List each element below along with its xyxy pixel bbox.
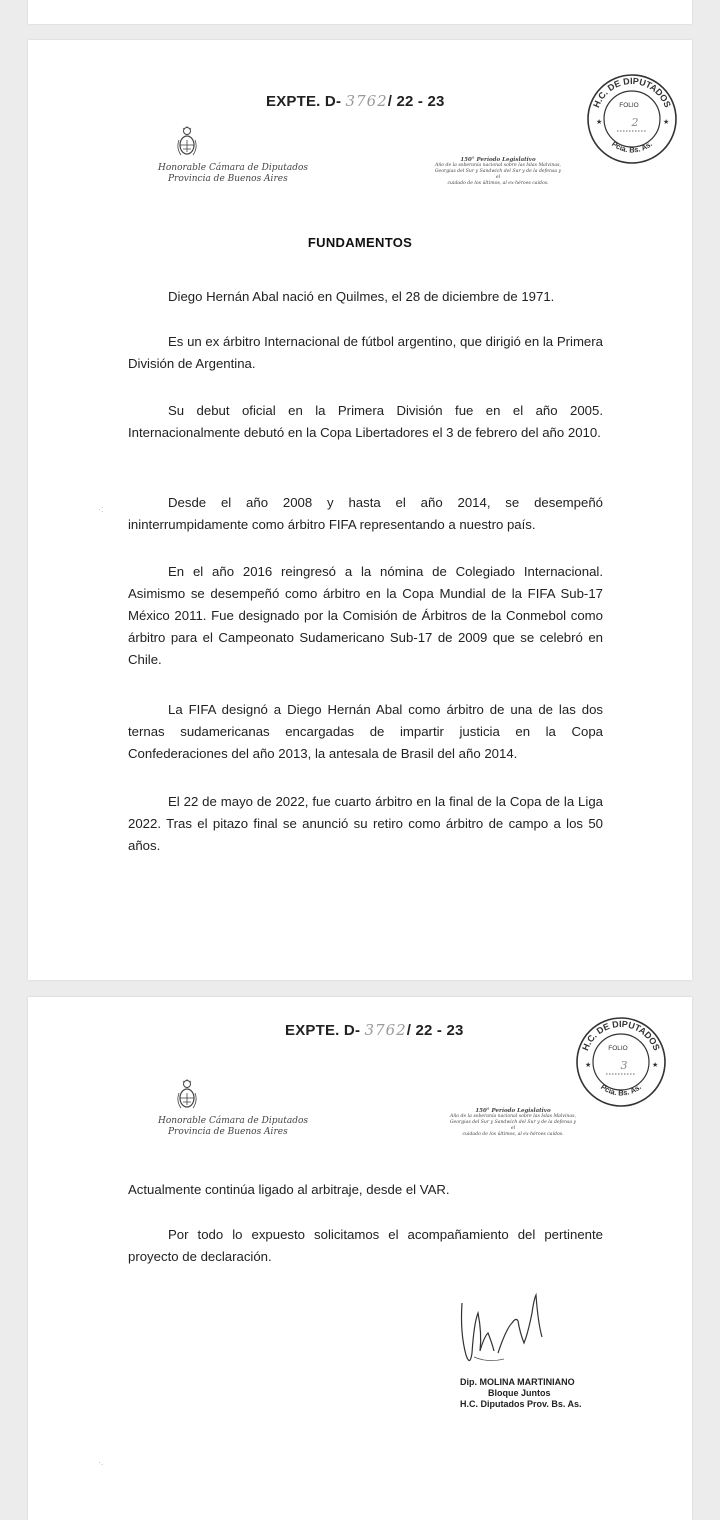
expte-suffix: / 22 - 23 xyxy=(387,93,445,110)
expte-prefix: EXPTE. D- xyxy=(285,1022,361,1039)
paragraph: Su debut oficial en la Primera División fue en el año 2005. Internacionalmente debutó en la Copa Libertadores el 3 de febrero del año 2010. xyxy=(128,403,603,440)
expte-handwritten-number: 3762 xyxy=(345,92,388,110)
periodo-legislativo xyxy=(448,1108,578,1138)
folio-stamp-icon xyxy=(574,1015,668,1109)
scan-speck: ·: xyxy=(98,504,104,514)
camara-line-2: Provincia de Buenos Aires xyxy=(168,1127,288,1137)
camara-line-1: Honorable Cámara de Diputados xyxy=(158,163,309,173)
svg-text:★: ★ xyxy=(652,1062,659,1069)
camara-line-1: Honorable Cámara de Diputados xyxy=(158,1116,309,1126)
paragraph: Actualmente continúa ligado al arbitraje, desde el VAR. xyxy=(128,1182,450,1197)
paragraph: El 22 de mayo de 2022, fue cuarto árbitro en la final de la Copa de la Liga 2022. Tras el pitazo final se anunció su retiro como árbitro de campo a los 50 años. xyxy=(128,794,603,853)
folio-stamp-icon xyxy=(585,72,679,166)
scan-speck: ·. xyxy=(98,1457,104,1467)
svg-text:★: ★ xyxy=(596,119,603,126)
periodo-title: 150° Período Legislativo xyxy=(475,1108,551,1114)
section-title: FUNDAMENTOS xyxy=(307,235,413,250)
expediente-number xyxy=(285,1021,464,1039)
stamp-folio-label: FOLIO xyxy=(608,1045,628,1052)
svg-text:Pcia. Bs. As. xyxy=(599,1082,643,1097)
periodo-line: cuidado de los últimos, al ex-héroes caídos. xyxy=(462,1132,564,1137)
document-page-1 xyxy=(28,40,692,980)
periodo-legislativo xyxy=(433,157,563,187)
stamp-bottom-text: Pcia. Bs. As. xyxy=(610,139,654,155)
camara-letterhead xyxy=(158,1116,308,1138)
camara-line-2: Provincia de Buenos Aires xyxy=(168,174,288,184)
expte-prefix: EXPTE. D- xyxy=(266,93,342,110)
document-page-2 xyxy=(28,997,692,1520)
periodo-line: Georgias del Sur y Sandwich del Sur y de la defensa y el xyxy=(434,169,562,180)
signatory-institution: H.C. Diputados Prov. Bs. As. xyxy=(460,1399,582,1409)
svg-text:Pcia. Bs. As. xyxy=(610,139,654,154)
expediente-number xyxy=(266,92,445,110)
previous-page-edge xyxy=(28,0,692,24)
coat-of-arms-icon xyxy=(177,1079,197,1111)
handwritten-signature xyxy=(458,1293,578,1383)
stamp-top-text: H.C. DE DIPUTADOS xyxy=(591,75,673,110)
paragraph: Diego Hernán Abal nació en Quilmes, el 28 de diciembre de 1971. xyxy=(168,289,555,304)
expte-handwritten-number: 3762 xyxy=(364,1021,407,1039)
signature-block xyxy=(460,1377,582,1410)
signatory-bloque: Bloque Juntos xyxy=(488,1388,551,1398)
svg-text:★: ★ xyxy=(585,1062,592,1069)
paragraph: Por todo lo expuesto solicitamos el acompañamiento del pertinente proyecto de declaración. xyxy=(128,1227,603,1264)
periodo-line: Georgias del Sur y Sandwich del Sur y de la defensa y el xyxy=(449,1120,577,1131)
periodo-line: Año de la soberanía nacional sobre las Islas Malvinas, xyxy=(450,1114,576,1119)
svg-text:★: ★ xyxy=(663,119,670,126)
periodo-line: cuidado de los últimos, al ex-héroes caídos. xyxy=(447,181,549,186)
stamp-top-text: H.C. DE DIPUTADOS xyxy=(580,1018,662,1053)
paragraph: En el año 2016 reingresó a la nómina de Colegiado Internacional. Asimismo se desempeñó como árbitro en la Copa Mundial de la FIFA Sub-17 México 2011. Fue designado por la Comisión de Árbitros de la Conmebol como árbitro para el Campeonato Sudamericano Sub-17 de 2009 que se celebró en Chile. xyxy=(128,564,603,667)
expte-suffix: / 22 - 23 xyxy=(406,1022,464,1039)
periodo-line: Año de la soberanía nacional sobre las Islas Malvinas, xyxy=(435,163,561,168)
paragraph: La FIFA designó a Diego Hernán Abal como árbitro de una de las dos ternas sudamericanas encargadas de impartir justicia en la Copa Confederaciones del año 2013, la antesala de Brasil del año 2014. xyxy=(128,702,603,761)
paragraph: Es un ex árbitro Internacional de fútbol argentino, que dirigió en la Primera División de Argentina. xyxy=(128,334,603,371)
periodo-title: 150° Período Legislativo xyxy=(460,157,536,163)
stamp-folio-number: 2 xyxy=(631,116,639,129)
paragraph: Desde el año 2008 y hasta el año 2014, se desempeñó ininterrumpidamente como árbitro FIFA representando a nuestro país. xyxy=(128,495,603,532)
stamp-folio-label: FOLIO xyxy=(619,102,639,109)
signatory-name: Dip. MOLINA MARTINIANO xyxy=(460,1377,575,1387)
stamp-bottom-text: Pcia. Bs. As. xyxy=(599,1082,643,1098)
camara-letterhead xyxy=(158,163,308,185)
stamp-folio-number: 3 xyxy=(620,1059,628,1072)
coat-of-arms-icon xyxy=(177,126,197,158)
